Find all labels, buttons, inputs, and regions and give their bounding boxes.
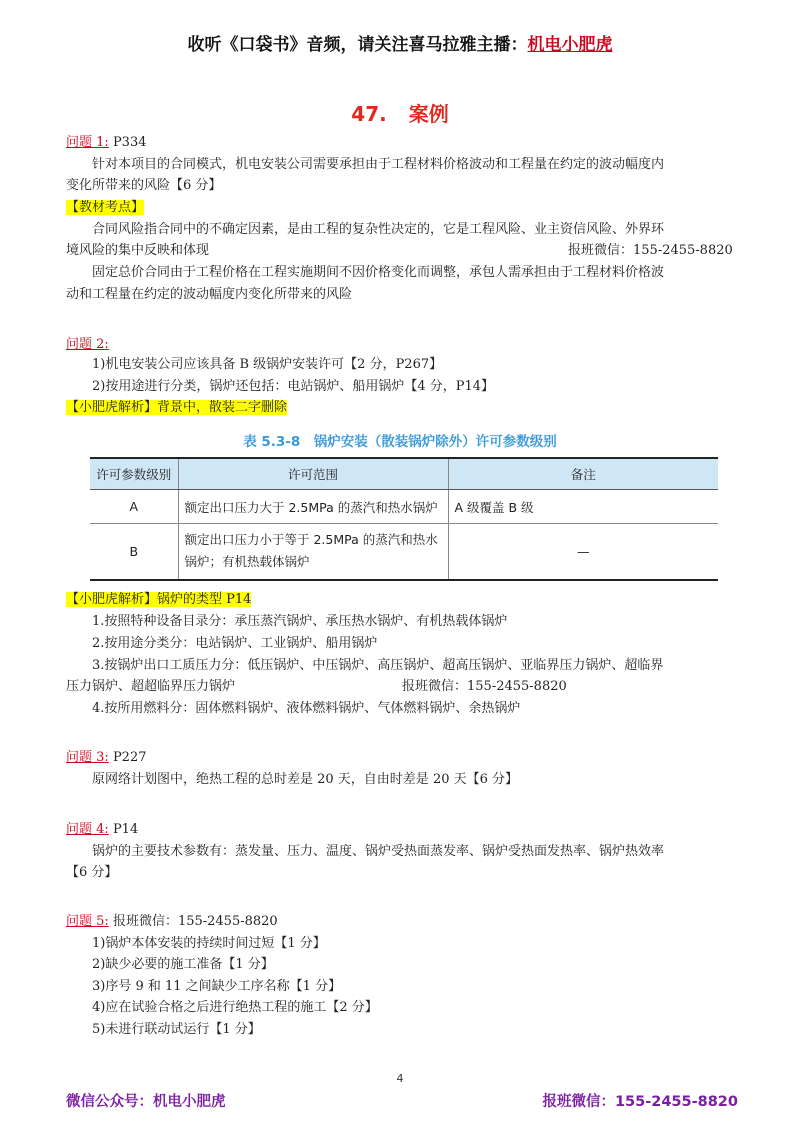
analysis2-item-4: 4.按所用燃料分：固体燃料锅炉、液体燃料锅炉、气体燃料锅炉、余热锅炉	[92, 701, 521, 716]
q4-answer-l1: 锅炉的主要技术参数有：蒸发量、压力、温度、锅炉受热面蒸发率、锅炉受热面发热率、锅炉热效率	[92, 844, 665, 859]
q2-analysis-highlight	[66, 400, 287, 415]
scope-line-2: 锅炉；有机热载体锅炉	[184, 554, 310, 570]
q1-heading	[66, 133, 147, 153]
analysis2-item-3-l2: 压力锅炉、超超临界压力锅炉	[66, 679, 236, 694]
q3-heading	[66, 748, 147, 768]
q1-ref: P334	[112, 135, 147, 150]
table-cell-note: —	[448, 524, 718, 580]
header-prefix: 收听《口袋书》音频，请关注喜马拉雅主播：	[187, 35, 528, 55]
table-header: 备注	[448, 458, 718, 490]
q1-p1-l1: 合同风险指合同中的不确定因素，是由工程的复杂性决定的，它是工程风险、业主资信风险、外界环	[92, 222, 665, 237]
q3-ref: P227	[112, 750, 147, 765]
analysis2-text: 锅炉的类型 P14	[157, 592, 252, 607]
q3-answer: 原网络计划图中，绝热工程的总时差是 20 天，自由时差是 20 天【6 分】	[92, 772, 519, 787]
q2-answer-1: 1)机电安装公司应该具备 B 级锅炉安装许可【2 分，P267】	[92, 357, 443, 372]
table-header: 许可参数级别	[90, 458, 178, 490]
q4-ref: P14	[112, 822, 139, 837]
q5-item: 2)缺少必要的施工准备【1 分】	[92, 957, 274, 972]
table-cell-scope: 额定出口压力大于 2.5MPa 的蒸汽和热水锅炉	[178, 490, 448, 524]
title-text: 案例	[408, 102, 449, 126]
table-caption: 表 5.3-8 锅炉安装（散装锅炉除外）许可参数级别	[243, 434, 557, 450]
table-cell-level: A	[90, 490, 178, 524]
table-cell-level: B	[90, 524, 178, 580]
q1-label: 问题 1:	[66, 135, 109, 150]
analysis2-item-3-l1: 3.按锅炉出口工质压力分：低压锅炉、中压锅炉、高压锅炉、超高压锅炉、亚临界压力锅炉、超临界	[92, 658, 664, 673]
q2-answer-2: 2)按用途进行分类，锅炉还包括：电站锅炉、船用锅炉【4 分，P14】	[92, 379, 495, 394]
q2-heading	[66, 335, 109, 355]
q1-p2-l2: 动和工程量在约定的波动幅度内变化所带来的风险	[66, 287, 353, 302]
q2-label: 问题 2:	[66, 337, 109, 352]
q1-p2-l1: 固定总价合同由于工程价格在工程实施期间不因价格变化而调整，承包人需承担由于工程材料价格波	[92, 265, 665, 280]
page-number: 4	[396, 1072, 404, 1085]
q3-label: 问题 3:	[66, 750, 109, 765]
page-header	[0, 30, 800, 55]
table-row	[90, 490, 718, 524]
q5-item: 5)未进行联动试运行【1 分】	[92, 1022, 261, 1037]
analysis2-heading	[66, 590, 251, 610]
table-cell-note: A 级覆盖 B 级	[448, 490, 718, 524]
header-brand-link[interactable]: 机电小肥虎	[527, 35, 613, 55]
q2-analysis-text: 背景中，散装二字删除	[157, 400, 288, 415]
permit-table	[90, 457, 718, 581]
q2-analysis-tag: 【小肥虎解析】	[66, 400, 158, 415]
page-title	[0, 98, 800, 127]
q5-item: 3)序号 9 和 11 之间缺少工序名称【1 分】	[92, 979, 342, 994]
analysis2-contact: 报班微信：155-2455-8820	[402, 679, 567, 694]
table-row	[90, 524, 718, 580]
analysis2-item-1: 1.按照特种设备目录分：承压蒸汽锅炉、承压热水锅炉、有机热载体锅炉	[92, 614, 508, 629]
title-number: 47.	[351, 102, 387, 126]
q4-label: 问题 4:	[66, 822, 109, 837]
q1-answer-l2: 变化所带来的风险【6 分】	[66, 178, 222, 193]
q1-p1-l2: 境风险的集中反映和体现	[66, 243, 210, 258]
q4-heading	[66, 820, 138, 840]
footer-left[interactable]: 微信公众号：机电小肥虎	[66, 1094, 226, 1110]
q5-item: 1)锅炉本体安装的持续时间过短【1 分】	[92, 936, 326, 951]
table-header-row	[90, 458, 718, 490]
analysis2-tag: 【小肥虎解析】	[66, 592, 158, 607]
scope-line-1: 额定出口压力小于等于 2.5MPa 的蒸汽和热水	[184, 532, 438, 548]
q5-heading	[66, 912, 278, 932]
analysis2-item-2: 2.按用途分类分：电站锅炉、工业锅炉、船用锅炉	[92, 636, 378, 651]
q5-ref: 报班微信：155-2455-8820	[112, 914, 278, 929]
footer-right[interactable]: 报班微信：155-2455-8820	[542, 1094, 738, 1110]
q4-answer-l2: 【6 分】	[66, 865, 118, 880]
q1-tag	[66, 198, 144, 218]
q5-item: 4)应在试验合格之后进行绝热工程的施工【2 分】	[92, 1000, 378, 1015]
q1-answer-l1: 针对本项目的合同模式，机电安装公司需要承担由于工程材料价格波动和工程量在约定的波动幅度内	[92, 157, 665, 172]
q1-contact: 报班微信：155-2455-8820	[568, 243, 733, 258]
q5-label: 问题 5:	[66, 914, 109, 929]
q2-analysis	[66, 398, 287, 418]
q1-tag-text: 【教材考点】	[66, 200, 145, 215]
analysis2-highlight	[66, 592, 251, 607]
table-cell-scope	[178, 524, 448, 580]
table-header: 许可范围	[178, 458, 448, 490]
